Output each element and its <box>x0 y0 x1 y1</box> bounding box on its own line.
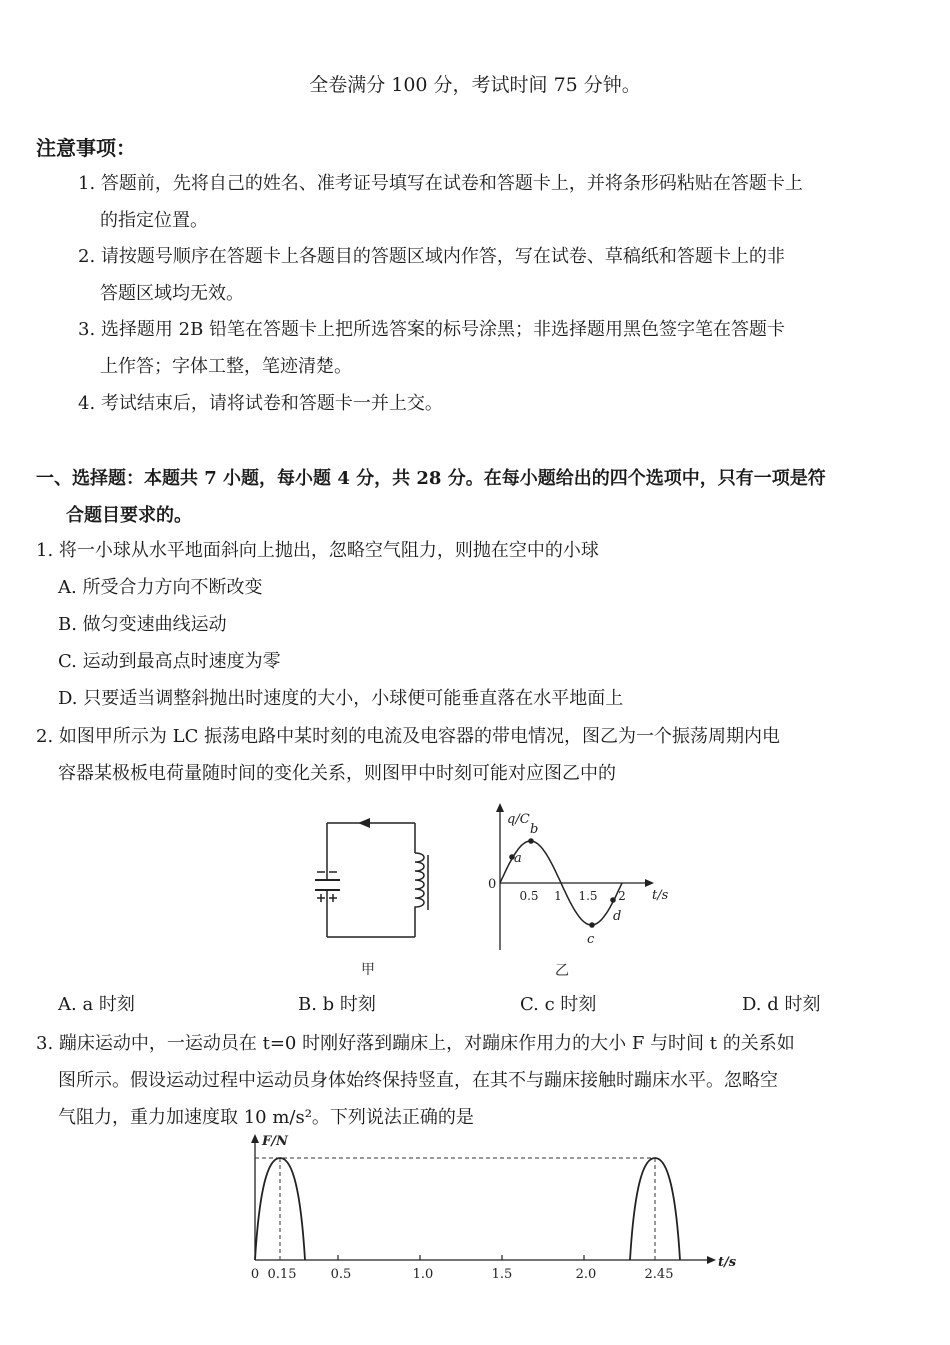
current-arrow-icon <box>358 818 370 828</box>
q1-stem: 1. 将一小球从水平地面斜向上抛出，忽略空气阻力，则抛在空中的小球 <box>36 540 599 561</box>
notice-item-1-line1: 1. 答题前，先将自己的姓名、准考证号填写在试卷和答题卡上，并将条形码粘贴在答题卡上 <box>78 173 803 194</box>
section-1-heading-line1: 一、选择题：本题共 7 小题，每小题 4 分，共 28 分。在每小题给出的四个选项中，只有一项是符 <box>36 468 826 489</box>
q3-stem-line2: 图所示。假设运动过程中运动员身体始终保持竖直，在其不与蹦床接触时蹦床水平。忽略空 <box>58 1070 778 1091</box>
lc-circuit-figure <box>300 810 450 980</box>
notice-item-1-line2: 的指定位置。 <box>100 210 208 231</box>
inductor-coil-icon <box>415 853 424 910</box>
charge-time-graph <box>480 800 680 985</box>
q1-option-d: D. 只要适当调整斜抛出时速度的大小，小球便可能垂直落在水平地面上 <box>58 688 624 709</box>
y-axis-arrow-icon <box>496 803 504 812</box>
origin-label: 0 <box>488 877 497 892</box>
y-axis-arrow-icon <box>251 1134 259 1143</box>
tick-2: 2 <box>618 889 626 903</box>
tick-0-15: 0.15 <box>267 1267 297 1282</box>
notice-item-2-line2: 答题区域均无效。 <box>100 283 244 304</box>
tick-2-45: 2.45 <box>644 1267 674 1282</box>
point-a-label: a <box>514 851 522 866</box>
q2-option-d: D. d 时刻 <box>742 994 821 1015</box>
point-b-label: b <box>530 822 539 837</box>
tick-2-0: 2.0 <box>575 1267 597 1282</box>
tick-1-5: 1.5 <box>491 1267 513 1282</box>
q1-option-a: A. 所受合力方向不断改变 <box>58 577 263 598</box>
notice-item-3-line2: 上作答；字体工整，笔迹清楚。 <box>100 356 352 377</box>
point-c <box>589 922 595 928</box>
q2-stem-line2: 容器某极板电荷量随时间的变化关系，则图甲中时刻可能对应图乙中的 <box>58 763 616 784</box>
tick-1-0: 1.0 <box>412 1267 434 1282</box>
tick-1: 1 <box>554 889 562 903</box>
point-b <box>528 838 534 844</box>
point-c-label: c <box>587 932 595 947</box>
y-axis-label: F/N <box>262 1134 288 1149</box>
q2-option-a: A. a 时刻 <box>58 994 135 1015</box>
tick-0-5: 0.5 <box>519 889 539 903</box>
notice-title: 注意事项： <box>36 136 136 160</box>
q2-option-b: B. b 时刻 <box>298 994 376 1015</box>
q3-stem-line1: 3. 蹦床运动中，一运动员在 t=0 时刚好落到蹦床上，对蹦床作用力的大小 F 与时间 t 的关系如 <box>36 1033 795 1054</box>
q3-stem-line3: 气阻力，重力加速度取 10 m/s²。下列说法正确的是 <box>58 1107 474 1128</box>
fig-jia-label: 甲 <box>361 962 375 978</box>
point-d <box>610 897 616 903</box>
q1-option-b: B. 做匀变速曲线运动 <box>58 614 227 635</box>
exam-info-header: 全卷满分 100 分，考试时间 75 分钟。 <box>309 74 641 96</box>
x-axis-label: t/s <box>718 1255 737 1270</box>
q1-option-c: C. 运动到最高点时速度为零 <box>58 651 281 672</box>
section-1-heading-line2: 合题目要求的。 <box>66 505 192 526</box>
y-axis-label: q/C <box>507 812 530 827</box>
notice-item-2-line1: 2. 请按题号顺序在答题卡上各题目的答题区域内作答，写在试卷、草稿纸和答题卡上的非 <box>78 246 785 267</box>
x-axis-label: t/s <box>652 888 669 903</box>
force-time-graph <box>240 1128 750 1288</box>
point-d-label: d <box>613 909 622 924</box>
notice-item-3-line1: 3. 选择题用 2B 铅笔在答题卡上把所选答案的标号涂黑；非选择题用黑色签字笔在答题卡 <box>78 319 786 340</box>
notice-item-4: 4. 考试结束后，请将试卷和答题卡一并上交。 <box>78 393 443 414</box>
tick-0: 0 <box>250 1267 260 1282</box>
tick-0-5: 0.5 <box>330 1267 352 1282</box>
tick-1-5: 1.5 <box>578 889 598 903</box>
q2-option-c: C. c 时刻 <box>520 994 597 1015</box>
x-axis-arrow-icon <box>707 1256 716 1264</box>
x-axis-arrow-icon <box>645 879 654 887</box>
fig-yi-label: 乙 <box>555 963 569 979</box>
q2-stem-line1: 2. 如图甲所示为 LC 振荡电路中某时刻的电流及电容器的带电情况，图乙为一个振荡周期内电 <box>36 726 781 747</box>
